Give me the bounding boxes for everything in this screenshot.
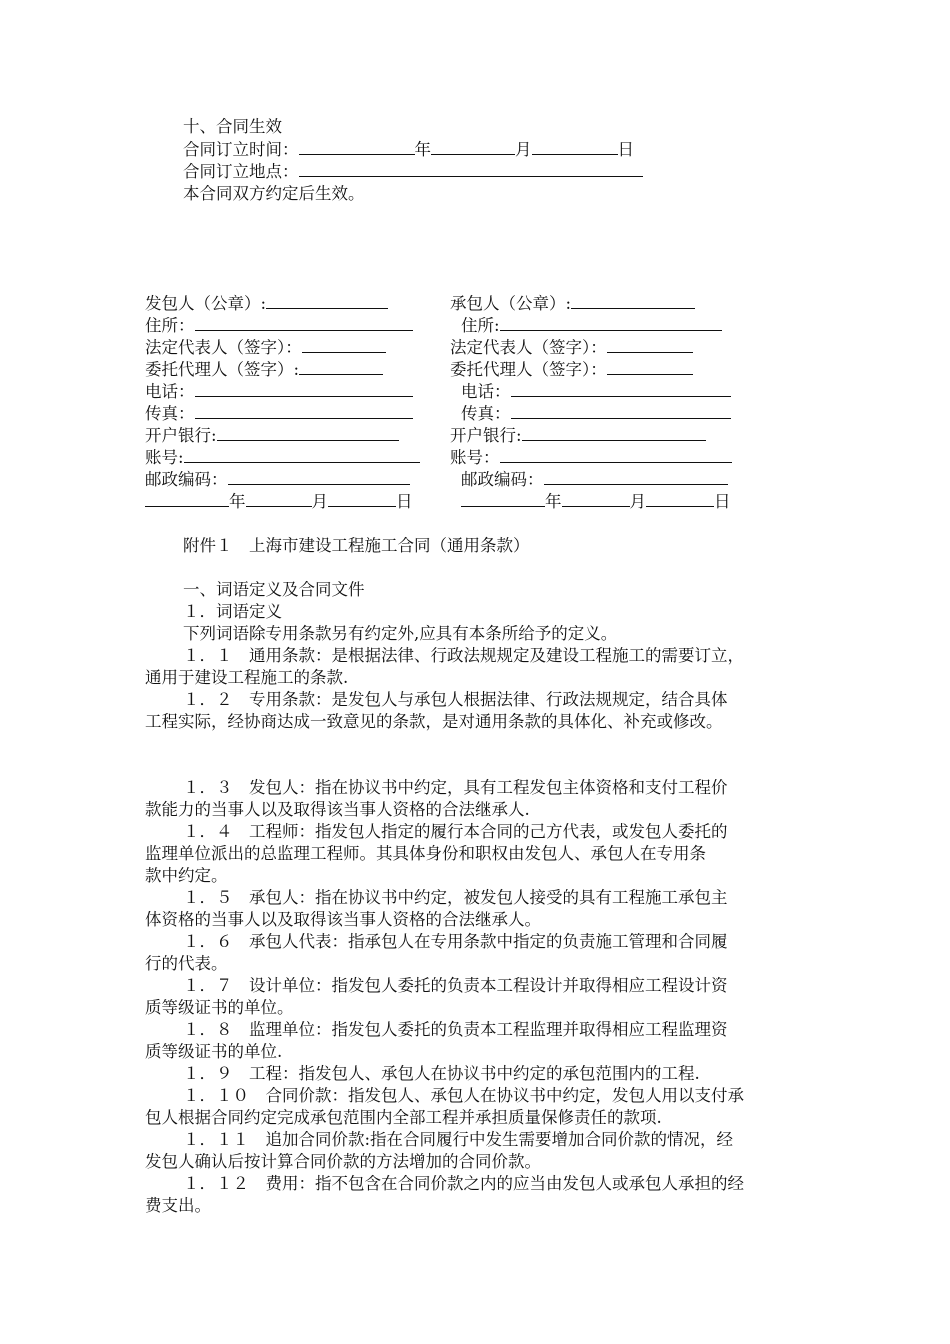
contractor-fax-line xyxy=(461,403,731,425)
contract-place-label: 合同订立地点： xyxy=(183,162,299,181)
blank xyxy=(246,491,312,507)
fax-label: 传真： xyxy=(145,404,195,423)
contract-place-line xyxy=(183,161,643,183)
paragraph-line: １．４ 工程师：指发包人指定的履行本合同的己方代表，或发包人委托的 xyxy=(183,822,728,841)
paragraph-line: １．６ 承包人代表：指承包人在专用条款中指定的负责施工管理和合同履 xyxy=(183,932,728,951)
paragraph-line: 监理单位派出的总监理工程师。其具体身份和职权由发包人、承包人在专用条 xyxy=(145,844,706,863)
blank xyxy=(607,337,693,353)
effect-text: 本合同双方约定后生效。 xyxy=(183,184,365,203)
paragraph-line: 款中约定。 xyxy=(145,866,228,885)
employer-phone-line xyxy=(145,381,413,403)
blank xyxy=(571,293,695,309)
contractor-phone-line xyxy=(461,381,731,403)
paragraph-line: 费支出。 xyxy=(145,1196,211,1215)
day-blank xyxy=(532,139,618,155)
paragraph-line: １．１０ 合同价款：指发包人、承包人在协议书中约定，发包人用以支付承 xyxy=(183,1086,744,1105)
blank xyxy=(299,359,383,375)
blank xyxy=(195,381,413,397)
paragraph-line: １．１１ 追加合同价款:指在合同履行中发生需要增加合同价款的情况，经 xyxy=(183,1130,734,1149)
legal-rep-label: 法定代表人（签字）： xyxy=(450,338,607,357)
phone-label: 电话： xyxy=(145,382,195,401)
contractor-postcode-line xyxy=(461,469,728,491)
paragraph-line: １．９ 工程：指发包人、承包人在协议书中约定的承包范围内的工程. xyxy=(183,1064,700,1083)
appendix-title: 附件１ 上海市建设工程施工合同（通用条款） xyxy=(183,536,530,555)
paragraph-line: １．３ 发包人：指在协议书中约定，具有工程发包主体资格和支付工程价 xyxy=(183,778,728,797)
blank xyxy=(500,315,722,331)
bank-label: 开户银行: xyxy=(450,426,522,445)
account-label: 账号: xyxy=(145,448,184,467)
postcode-label: 邮政编码： xyxy=(145,470,228,489)
section-heading: 十、合同生效 xyxy=(183,117,282,136)
month-label: 月 xyxy=(311,492,328,511)
time-blank xyxy=(299,139,415,155)
phone-label: 电话： xyxy=(461,382,511,401)
employer-date-line xyxy=(145,491,413,513)
day-label: 日 xyxy=(714,492,731,511)
contractor-agent-line xyxy=(450,359,693,381)
employer-agent-line xyxy=(145,359,383,381)
paragraph-line: 通用于建设工程施工的条款. xyxy=(145,668,349,687)
paragraph-line: 款能力的当事人以及取得该当事人资格的合法继承人. xyxy=(145,800,530,819)
paragraph-line: 质等级证书的单位。 xyxy=(145,998,294,1017)
paragraph-line: 质等级证书的单位. xyxy=(145,1042,283,1061)
blank xyxy=(302,337,386,353)
account-label: 账号： xyxy=(450,448,500,467)
employer-address-line xyxy=(145,315,413,337)
day-label: 日 xyxy=(396,492,413,511)
legal-rep-label: 法定代表人（签字）： xyxy=(145,338,302,357)
contractor-legal-rep-line xyxy=(450,337,693,359)
employer-postcode-line xyxy=(145,469,410,491)
month-label: 月 xyxy=(629,492,646,511)
blank xyxy=(328,491,396,507)
bank-label: 开户银行: xyxy=(145,426,217,445)
blank xyxy=(217,425,399,441)
contractor-address-line xyxy=(461,315,722,337)
contract-time-label: 合同订立时间： xyxy=(183,140,299,159)
blank xyxy=(646,491,714,507)
blank xyxy=(511,403,731,419)
blank xyxy=(145,491,229,507)
employer-bank-line xyxy=(145,425,399,447)
paragraph-line: 发包人确认后按计算合同价款的方法增加的合同价款。 xyxy=(145,1152,541,1171)
paragraph-line: 工程实际，经协商达成一致意见的条款，是对通用条款的具体化、补充或修改。 xyxy=(145,712,723,731)
contractor-date-line xyxy=(461,491,731,513)
contractor-bank-line xyxy=(450,425,706,447)
agent-label: 委托代理人（签字）： xyxy=(450,360,607,379)
postcode-label: 邮政编码： xyxy=(461,470,544,489)
fax-label: 传真： xyxy=(461,404,511,423)
contractor-seal-line xyxy=(450,293,695,315)
blank xyxy=(228,469,410,485)
blank xyxy=(195,315,413,331)
blank xyxy=(607,359,693,375)
blank xyxy=(511,381,731,397)
paragraph-line: １．５ 承包人：指在协议书中约定，被发包人接受的具有工程施工承包主 xyxy=(183,888,728,907)
place-blank xyxy=(299,161,643,177)
contractor-account-line xyxy=(450,447,732,469)
contract-time-line xyxy=(183,139,634,161)
paragraph-line: 体资格的当事人以及取得该当事人资格的合法继承人。 xyxy=(145,910,541,929)
day-label: 日 xyxy=(617,140,634,159)
paragraph-line: 行的代表。 xyxy=(145,954,228,973)
employer-fax-line xyxy=(145,403,413,425)
subsection-heading: １．词语定义 xyxy=(183,602,282,621)
employer-label: 发包人（公章）: xyxy=(145,294,267,313)
paragraph-line: １．１ 通用条款：是根据法律、行政法规规定及建设工程施工的需要订立， xyxy=(183,646,744,665)
address-label: 住所: xyxy=(461,316,500,335)
blank xyxy=(195,403,413,419)
paragraph-line: １．８ 监理单位：指发包人委托的负责本工程监理并取得相应工程监理资 xyxy=(183,1020,728,1039)
paragraph-line: 包人根据合同约定完成承包范围内全部工程并承担质量保修责任的款项. xyxy=(145,1108,662,1127)
month-label: 月 xyxy=(515,140,532,159)
address-label: 住所： xyxy=(145,316,195,335)
blank xyxy=(266,293,388,309)
year-label: 年 xyxy=(545,492,562,511)
blank xyxy=(544,469,728,485)
employer-seal-line xyxy=(145,293,388,315)
employer-legal-rep-line xyxy=(145,337,386,359)
paragraph-line: １．２ 专用条款：是发包人与承包人根据法律、行政法规规定，结合具体 xyxy=(183,690,728,709)
year-label: 年 xyxy=(229,492,246,511)
paragraph-line: １．１２ 费用：指不包含在合同价款之内的应当由发包人或承包人承担的经 xyxy=(183,1174,744,1193)
blank xyxy=(500,447,732,463)
paragraph-line: １．７ 设计单位：指发包人委托的负责本工程设计并取得相应工程设计资 xyxy=(183,976,728,995)
agent-label: 委托代理人（签字）: xyxy=(145,360,300,379)
year-label: 年 xyxy=(414,140,431,159)
section-heading: 一、词语定义及合同文件 xyxy=(183,580,365,599)
blank xyxy=(184,447,420,463)
blank xyxy=(461,491,545,507)
paragraph-line: 下列词语除专用条款另有约定外,应具有本条所给予的定义。 xyxy=(183,624,618,643)
employer-account-line xyxy=(145,447,420,469)
blank xyxy=(562,491,630,507)
contractor-label: 承包人（公章）: xyxy=(450,294,572,313)
blank xyxy=(522,425,706,441)
month-blank xyxy=(431,139,515,155)
